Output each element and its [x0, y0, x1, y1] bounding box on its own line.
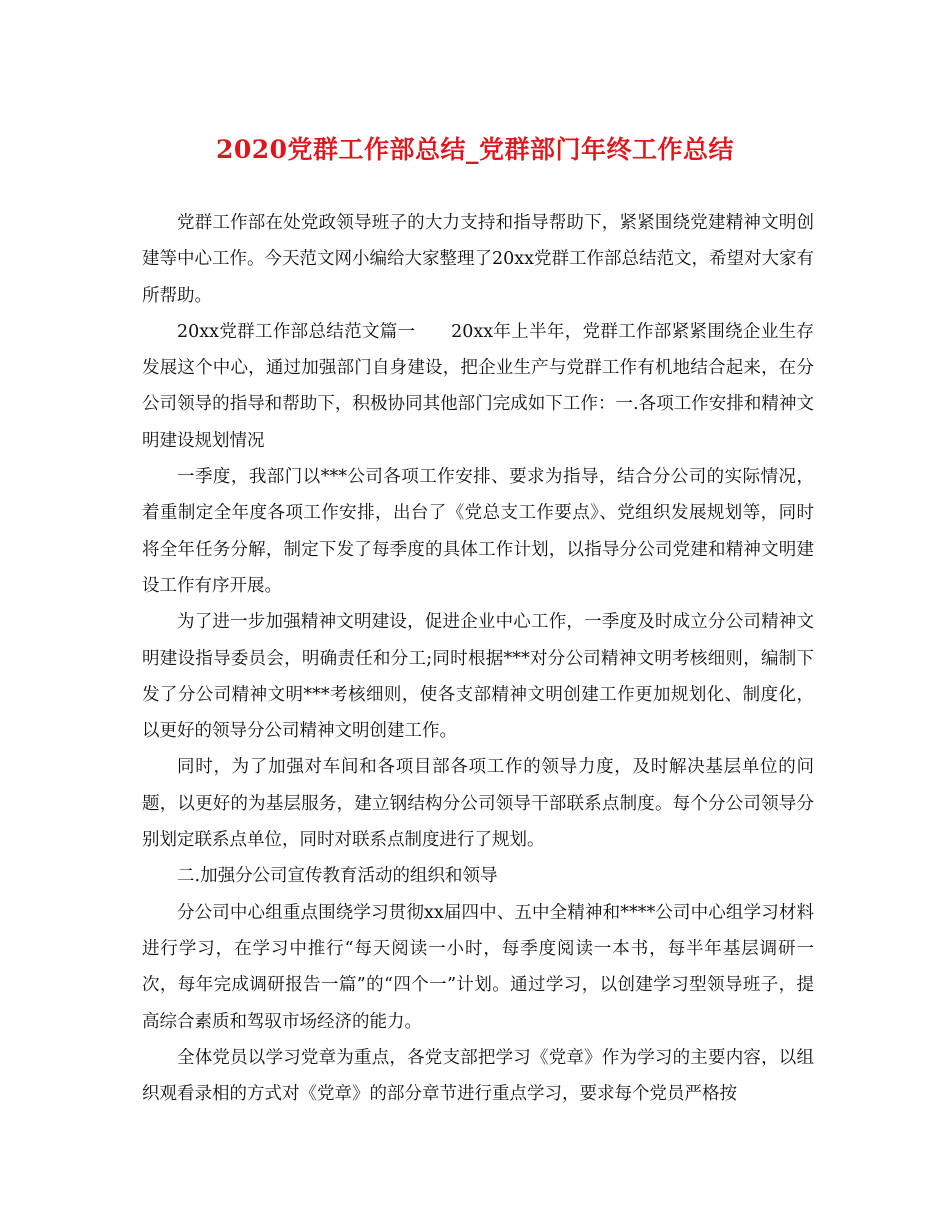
paragraph-party-members: 全体党员以学习党章为重点，各党支部把学习《党章》作为学习的主要内容，以组织观看录相的方式对《党章》的部分章节进行重点学习，要求每个党员严格按 — [142, 1047, 814, 1105]
paragraph-intro: 党群工作部在处党政领导班子的大力支持和指导帮助下，紧紧围绕党建精神文明创建等中心工作。今天范文网小编给大家整理了20xx党群工作部总结范文，希望对大家有所帮助。 — [142, 213, 815, 306]
paragraph-contact-points: 同时，为了加强对车间和各项目部各项工作的领导力度，及时解决基层单位的问题，以更好的为基层服务，建立钢结构分公司领导干部联系点制度。每个分公司领导分别划定联系点单位，同时对联系点制度进行了规划。 — [142, 757, 814, 851]
document-title: 2020党群工作部总结_党群部门年终工作总结 — [215, 135, 735, 164]
section-heading-two: 二.加强分公司宣传教育活动的组织和领导 — [177, 866, 498, 887]
paragraph-sample-one: 20xx党群工作部总结范文篇一 20xx年上半年，党群工作部紧紧围绕企业生存发展这个中心，通过加强部门自身建设，把企业生产与党群工作有机地结合起来，在分公司领导的指导和帮助下，积极协同其他部门完成如下工作：一.各项工作安排和精神文明建设规划情况 — [142, 321, 814, 451]
paragraph-spiritual-civilization: 为了进一步加强精神文明建设，促进企业中心工作，一季度及时成立分公司精神文明建设指导委员会，明确责任和分工;同时根据***对分公司精神文明考核细则，编制下发了分公司精神文明***考核细则，使各支部精神文明创建工作更加规划化、制度化，以更好的领导分公司精神文明创建工作。 — [142, 612, 814, 742]
document-body — [142, 205, 814, 1112]
paragraph-first-quarter: 一季度，我部门以***公司各项工作安排、要求为指导，结合分公司的实际情况，着重制定全年度各项工作安排，出台了《党总支工作要点》、党组织发展规划等，同时将全年任务分解，制定下发了每季度的具体工作计划，以指导分公司党建和精神文明建设工作有序开展。 — [142, 467, 814, 596]
paragraph-study-group: 分公司中心组重点围绕学习贯彻xx届四中、五中全精神和****公司中心组学习材料进行学习，在学习中推行“每天阅读一小时，每季度阅读一本书，每半年基层调研一次，每年完成调研报告一篇”的“四个一”计划。通过学习，以创建学习型领导班子，提高综合素质和驾驭市场经济的能力。 — [142, 902, 814, 1032]
